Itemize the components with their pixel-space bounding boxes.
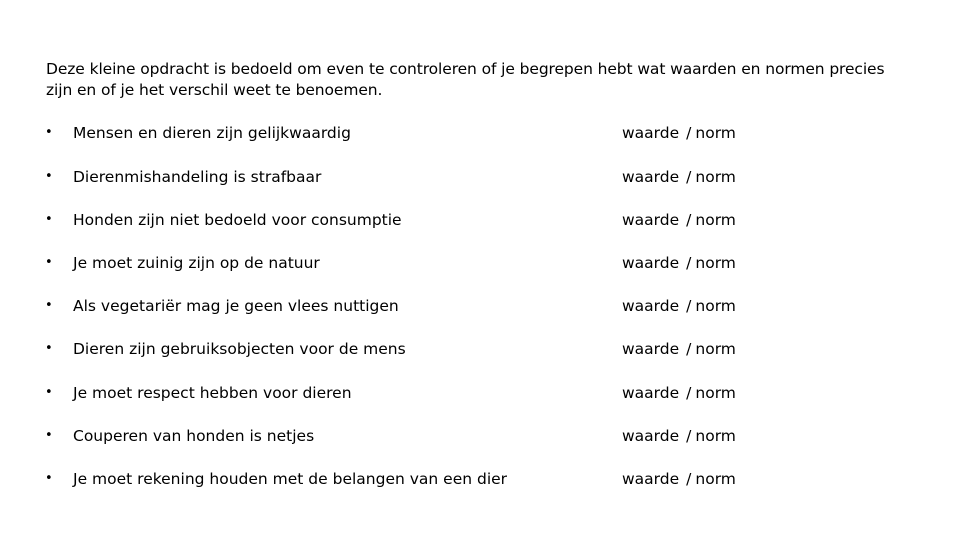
statement-text: Couperen van honden is netjes: [73, 427, 315, 445]
answer-options: [622, 381, 736, 405]
option-separator: /: [686, 427, 692, 445]
bullet: •: [45, 298, 53, 313]
list-item: [0, 337, 960, 361]
list-item: [0, 251, 960, 275]
statement-text: Je moet respect hebben voor dieren: [73, 384, 352, 402]
intro-text: Deze kleine opdracht is bedoeld om even te controleren of je begrepen hebt wat waarden en normen precies zijn en of je het verschil weet te benoemen.: [46, 60, 885, 99]
bullet: •: [45, 428, 53, 443]
option-waarde[interactable]: waarde: [622, 168, 680, 186]
answer-options: [622, 467, 736, 491]
option-norm[interactable]: norm: [695, 384, 736, 402]
option-separator: /: [686, 124, 692, 142]
option-separator: /: [686, 297, 692, 315]
option-waarde[interactable]: waarde: [622, 297, 680, 315]
option-norm[interactable]: norm: [695, 297, 736, 315]
option-norm[interactable]: norm: [695, 254, 736, 272]
option-norm[interactable]: norm: [695, 340, 736, 358]
option-separator: /: [686, 168, 692, 186]
option-separator: /: [686, 340, 692, 358]
option-separator: /: [686, 384, 692, 402]
list-item: [0, 121, 960, 145]
option-waarde[interactable]: waarde: [622, 340, 680, 358]
option-norm[interactable]: norm: [695, 211, 736, 229]
answer-options: [622, 121, 736, 145]
option-waarde[interactable]: waarde: [622, 427, 680, 445]
option-waarde[interactable]: waarde: [622, 124, 680, 142]
list-item: [0, 381, 960, 405]
statement-text: Dierenmishandeling is strafbaar: [73, 168, 322, 186]
option-waarde[interactable]: waarde: [622, 254, 680, 272]
bullet: •: [45, 341, 53, 356]
option-waarde[interactable]: waarde: [622, 211, 680, 229]
answer-options: [622, 424, 736, 448]
answer-options: [622, 165, 736, 189]
statement-text: Je moet zuinig zijn op de natuur: [73, 254, 320, 272]
option-norm[interactable]: norm: [695, 427, 736, 445]
statement-text: Mensen en dieren zijn gelijkwaardig: [73, 124, 351, 142]
answer-options: [622, 251, 736, 275]
list-item: [0, 424, 960, 448]
option-norm[interactable]: norm: [695, 124, 736, 142]
statement-text: Dieren zijn gebruiksobjecten voor de mens: [73, 340, 406, 358]
bullet: •: [45, 255, 53, 270]
bullet: •: [45, 471, 53, 486]
option-separator: /: [686, 211, 692, 229]
statement-text: Als vegetariër mag je geen vlees nuttigen: [73, 297, 399, 315]
answer-options: [622, 294, 736, 318]
option-waarde[interactable]: waarde: [622, 384, 680, 402]
list-item: [0, 294, 960, 318]
bullet: •: [45, 169, 53, 184]
list-item: [0, 208, 960, 232]
bullet: •: [45, 385, 53, 400]
option-separator: /: [686, 254, 692, 272]
bullet: •: [45, 125, 53, 140]
list-item: [0, 467, 960, 491]
option-norm[interactable]: norm: [695, 470, 736, 488]
option-waarde[interactable]: waarde: [622, 470, 680, 488]
bullet: •: [45, 212, 53, 227]
option-norm[interactable]: norm: [695, 168, 736, 186]
statement-text: Honden zijn niet bedoeld voor consumptie: [73, 211, 402, 229]
answer-options: [622, 337, 736, 361]
statement-text: Je moet rekening houden met de belangen van een dier: [73, 470, 508, 488]
answer-options: [622, 208, 736, 232]
list-item: [0, 165, 960, 189]
option-separator: /: [686, 470, 692, 488]
